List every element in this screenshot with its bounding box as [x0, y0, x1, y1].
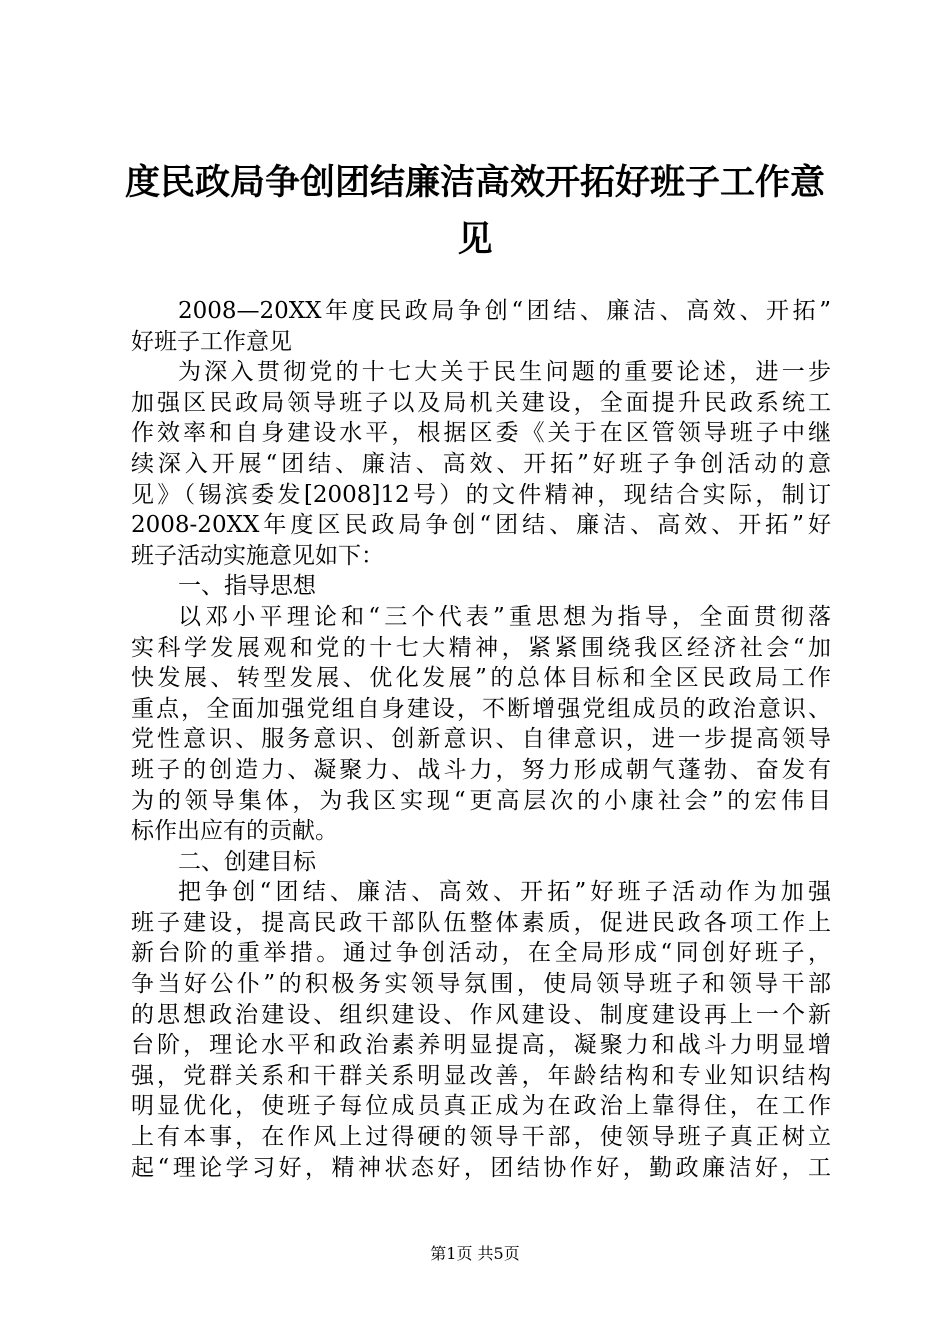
body-line: 班子的创造力、凝聚力、战斗力，努力形成朝气蓬勃、奋发有 [131, 756, 831, 783]
section-heading: 二、创建目标 [178, 848, 316, 875]
body-line: 作效率和自身建设水平，根据区委《关于在区管领导班子中继 [131, 420, 831, 447]
body-line: 明显优化，使班子每位成员真正成为在政治上靠得住，在工作 [131, 1093, 831, 1120]
page-number-footer: 第1页 共5页 [430, 1244, 520, 1263]
body-line: 强，党群关系和干群关系明显改善，年龄结构和专业知识结构 [131, 1062, 831, 1089]
body-line: 新台阶的重举措。通过争创活动，在全局形成“同创好班子， [131, 940, 831, 967]
body-line: 上有本事，在作风上过得硬的领导干部，使领导班子真正树立 [131, 1124, 831, 1151]
body-line: 2008-20XX年度区民政局争创“团结、廉洁、高效、开拓”好 [131, 512, 831, 539]
body-line: 快发展、转型发展、优化发展”的总体目标和全区民政局工作 [131, 665, 831, 692]
body-line: 为的领导集体，为我区实现“更高层次的小康社会”的宏伟目 [131, 787, 831, 814]
body-line: 争当好公仆”的积极务实领导氛围，使局领导班子和领导干部 [131, 971, 831, 998]
body-line: 班子活动实施意见如下： [131, 542, 384, 569]
body-line: 为深入贯彻党的十七大关于民生问题的重要论述，进一步 [178, 359, 831, 386]
body-line: 实科学发展观和党的十七大精神，紧紧围绕我区经济社会“加 [131, 634, 831, 661]
body-line: 重点，全面加强党组自身建设，不断增强党组成员的政治意识、 [131, 695, 831, 722]
document-title-line-1: 度民政局争创团结廉洁高效开拓好班子工作意 [124, 162, 825, 203]
body-line: 党性意识、服务意识、创新意识、自律意识，进一步提高领导 [131, 726, 831, 753]
body-line: 标作出应有的贡献。 [131, 818, 338, 845]
body-line: 台阶，理论水平和政治素养明显提高，凝聚力和战斗力明显增 [131, 1032, 831, 1059]
body-line: 好班子工作意见 [131, 328, 292, 355]
body-line: 见》（锡滨委发[2008]12号）的文件精神，现结合实际，制订 [131, 481, 831, 508]
body-line: 以邓小平理论和“三个代表”重思想为指导，全面贯彻落 [178, 603, 831, 630]
body-line: 2008—20XX年度民政局争创“团结、廉洁、高效、开拓” [178, 298, 831, 324]
body-line: 续深入开展“团结、廉洁、高效、开拓”好班子争创活动的意 [131, 450, 831, 477]
body-line: 班子建设，提高民政干部队伍整体素质，促进民政各项工作上 [131, 909, 831, 936]
body-line: 加强区民政局领导班子以及局机关建设，全面提升民政系统工 [131, 389, 831, 416]
document-title-line-2: 见 [457, 219, 493, 260]
body-line: 把争创“团结、廉洁、高效、开拓”好班子活动作为加强 [178, 879, 831, 906]
document-body [131, 296, 831, 1183]
body-line: 的思想政治建设、组织建设、作风建设、制度建设再上一个新 [131, 1001, 831, 1028]
body-line: 起“理论学习好，精神状态好，团结协作好，勤政廉洁好，工 [131, 1154, 831, 1181]
section-heading: 一、指导思想 [178, 573, 316, 600]
